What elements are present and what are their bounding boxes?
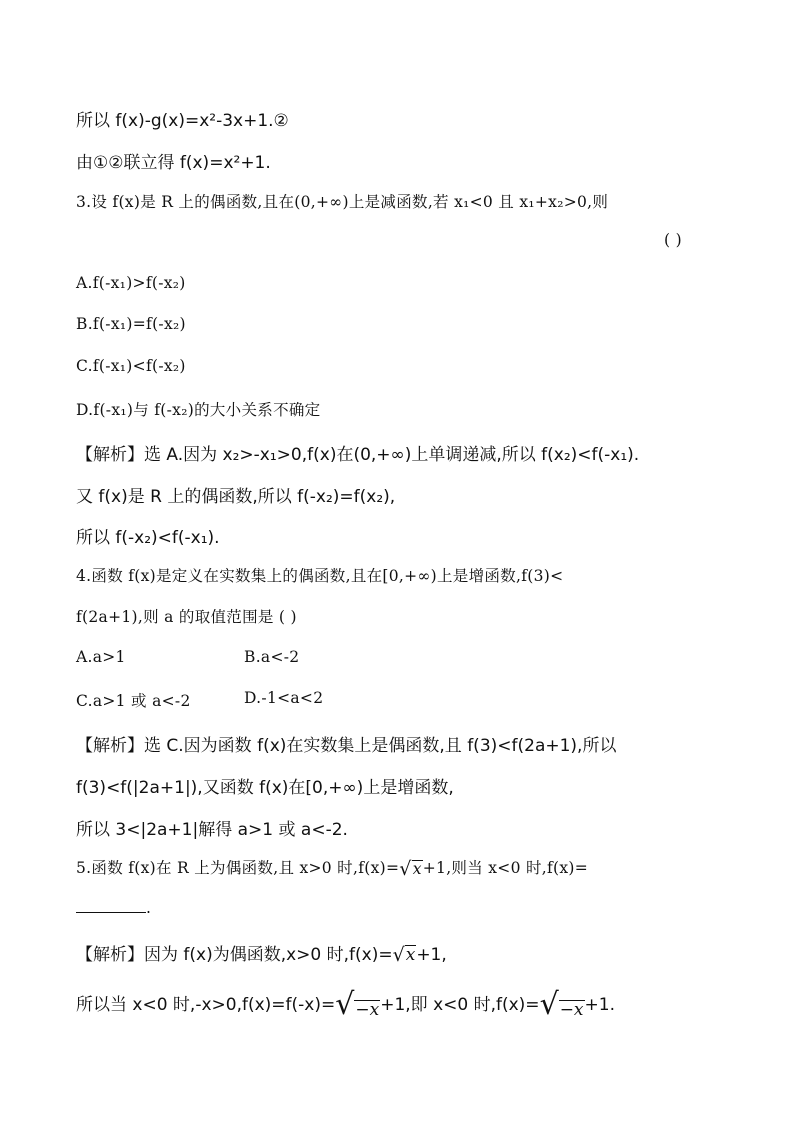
sqrt-neg-x-expression — [335, 987, 380, 1022]
question-5-solution-2-text-c: +1. — [584, 995, 615, 1015]
question-3-solution-3: 所以 f(-x₂)<f(-x₁). — [76, 528, 220, 548]
question-4-option-a: A.a>1 — [76, 648, 126, 666]
sqrt-x-expression — [399, 857, 422, 880]
question-5-solution-1-text-b: +1, — [416, 945, 447, 965]
sqrt-radicand: x — [412, 860, 422, 879]
question-5-stem-text-b: +1,则当 x<0 时,f(x)= — [422, 859, 589, 877]
question-5-stem-period: . — [146, 899, 152, 917]
question-4-option-d: D.-1<a<2 — [244, 689, 324, 707]
question-5-solution-2-text-a: 所以当 x<0 时,-x>0,f(x)=f(-x)= — [76, 995, 336, 1015]
question-4-option-c: C.a>1 或 a<-2 — [76, 692, 191, 710]
sqrt-sign-icon: √ — [392, 943, 405, 966]
question-5-stem-1 — [76, 856, 588, 879]
question-3-option-a: A.f(-x₁)>f(-x₂) — [76, 274, 186, 292]
question-5-stem-text-a: 5.函数 f(x)在 R 上为偶函数,且 x>0 时,f(x)= — [76, 859, 400, 877]
question-3-solution-1: 【解析】选 A.因为 x₂>-x₁>0,f(x)在(0,+∞)上单调递减,所以 f(x₂)<f(-x₁). — [76, 445, 640, 465]
question-5-stem-2 — [76, 898, 151, 917]
solution-line-1: 所以 f(x)-g(x)=x²-3x+1.② — [76, 111, 289, 131]
sqrt-sign-icon: √ — [335, 987, 355, 1022]
question-3-answer-paren: ( ) — [664, 231, 682, 249]
question-4-option-b: B.a<-2 — [244, 648, 300, 666]
question-4-solution-3: 所以 3<|2a+1|解得 a>1 或 a<-2. — [76, 820, 348, 840]
sqrt-radicand: −x — [355, 1000, 380, 1021]
sqrt-neg-x-expression — [539, 987, 585, 1022]
sqrt-x-expression — [393, 945, 417, 965]
question-5-solution-1 — [76, 940, 447, 965]
question-4-solution-2: f(3)<f(|2a+1|),又函数 f(x)在[0,+∞)上是增函数, — [76, 778, 454, 798]
question-4-stem-1: 4.函数 f(x)是定义在实数集上的偶函数,且在[0,+∞)上是增函数,f(3)< — [76, 567, 564, 585]
question-4-solution-1: 【解析】选 C.因为函数 f(x)在实数集上是偶函数,且 f(3)<f(2a+1),所以 — [76, 736, 617, 756]
question-5-solution-2 — [76, 987, 615, 1022]
sqrt-radicand: x — [405, 945, 416, 966]
sqrt-sign-icon: √ — [539, 987, 559, 1022]
sqrt-sign-icon: √ — [399, 857, 412, 880]
question-3-option-d: D.f(-x₁)与 f(-x₂)的大小关系不确定 — [76, 401, 321, 419]
solution-line-2: 由①②联立得 f(x)=x²+1. — [76, 153, 271, 173]
question-4-stem-2: f(2a+1),则 a 的取值范围是 ( ) — [76, 608, 297, 626]
question-5-solution-1-text-a: 【解析】因为 f(x)为偶函数,x>0 时,f(x)= — [76, 945, 393, 965]
question-3-stem: 3.设 f(x)是 R 上的偶函数,且在(0,+∞)上是减函数,若 x₁<0 且 x₁+x₂>0,则 — [76, 193, 609, 211]
answer-blank[interactable] — [76, 898, 146, 913]
question-3-solution-2: 又 f(x)是 R 上的偶函数,所以 f(-x₂)=f(x₂), — [76, 487, 396, 507]
question-5-solution-2-text-b: +1,即 x<0 时,f(x)= — [380, 995, 540, 1015]
sqrt-radicand: −x — [559, 1000, 584, 1021]
question-3-option-b: B.f(-x₁)=f(-x₂) — [76, 315, 186, 333]
question-3-option-c: C.f(-x₁)<f(-x₂) — [76, 357, 186, 375]
